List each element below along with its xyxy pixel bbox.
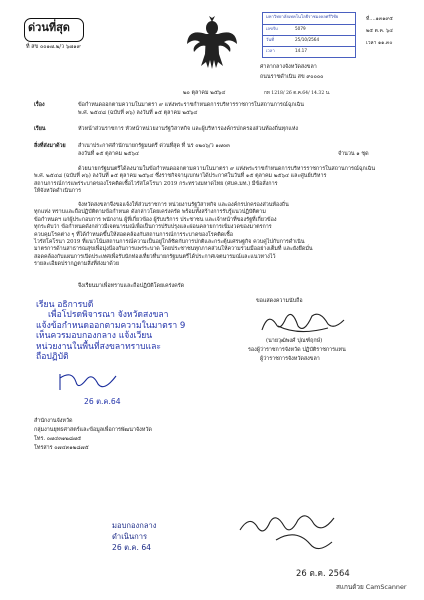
para2-line: ทุกแห่ง ทราบและถือปฏิบัติตามข้อกำหนด ดังกล่าวโดยเคร่งครัด พร้อมทั้งสร้างการรับรู้แนวปฏิบัติตาม [34, 209, 266, 216]
stamp-row3-value: 14.17 [295, 48, 307, 53]
stamp-row-1 [263, 24, 355, 31]
footer-unit: กลุ่มงานยุทธศาสตร์และข้อมูลเพื่อการพัฒนาจังหวัด [34, 427, 152, 433]
para2-line: มาตรการด้านสาธารณสุขเพื่อมุ่งป้องกันการแพร่ระบาด โดยประชาชนทุกภาคส่วนให้ความร่วมมืออย่างเต็มที่ และยังยึดมั่น [34, 246, 313, 253]
subject-label: เรื่อง [34, 102, 45, 108]
closing-line: จึงเรียนมาเพื่อทราบและถือปฏิบัติโดยเคร่งครัด [78, 283, 185, 289]
note-line: เพื่อโปรดพิจารณา จังหวัดสงขลา [48, 310, 169, 321]
footer-phone: โทร. ๐๗๔๓๑๒๘๗๕ [34, 436, 82, 442]
para2-line: รายละเอียดปรากฏตามสิ่งที่ส่งมาด้วย [34, 261, 119, 268]
doc-date: ๒๐ ตุลาคม ๒๕๖๔ [183, 90, 226, 96]
para1-line: สถานการณ์การแพร่ระบาดของโรคติดเชื้อไวรัสโคโรนา 2019 กระทรวงมหาดไทย (ศบค.มท.) มีข้อสั่งการ [34, 180, 278, 187]
receipt-stamp [262, 12, 356, 58]
handwritten-date-2: 26 ต.ค. 2564 [296, 568, 350, 578]
stamp-row2-label: วันที่ [266, 37, 274, 42]
bottom-left-note [112, 520, 156, 553]
signatory-name: (นายวุฒิพงศ์ ปุณฑ์ฤกษ์) [266, 338, 323, 344]
closing: ขอแสดงความนับถือ [256, 298, 303, 304]
stamp-row-3 [263, 46, 355, 53]
to-text: หัวหน้าส่วนราชการ หัวหน้าหน่วยงานรัฐวิสาหกิจ และผู้บริหารองค์กรปกครองส่วนท้องถิ่นทุกแห่ง [78, 126, 299, 132]
sender-office: ศาลากลางจังหวัดสงขลา [260, 64, 317, 70]
bottom-note-date: 26 ต.ค. 64 [112, 543, 151, 552]
signatory-title-1: รองผู้ว่าราชการจังหวัด ปฏิบัติราชการแทน [248, 347, 346, 353]
note-line: เรียน อธิการบดี [36, 300, 94, 310]
para2-line: ไวรัสโคโรนา 2019 ที่แนวโน้มสถานการณ์ความเป็นอยู่ใกล้ชิดกับการปกติและกระตุ้นเศรษฐกิจ ควบคู่ไปกับการดำเนิน [34, 239, 305, 246]
para1-line: ให้จังหวัดดำเนินการ [34, 188, 81, 195]
para2-line: ข้อกำหนดฯ แก่ผู้ประกอบการ พนักงาน ผู้ที่เกี่ยวข้อง ผู้รับบริการ ประชาชน และเจ้าหน้าที่ของรัฐที่เกี่ยวข้อง [34, 216, 277, 223]
note-line: เห็นควรมอบกองกลาง แจ้งเวียน [36, 331, 153, 342]
top-right-note-3: เวลา ๑๑.๓๐ [366, 40, 393, 46]
top-right-note-1: ที่....๑๓๑๙๕ [366, 16, 393, 22]
doc-number: ที่ สข ๐๐๑๗.๒/ว ๖๗๑๙ [26, 44, 81, 50]
urgent-label: ด่วนที่สุด [28, 21, 70, 34]
paragraph-1 [34, 166, 390, 196]
stamp-row1-label: เลขรับ [266, 26, 278, 31]
enclosure-line-2: ลงวันที่ ๑๕ ตุลาคม ๒๕๖๔ [78, 151, 139, 157]
handwritten-note [36, 300, 185, 362]
para1-line: พ.ศ. ๒๕๔๘ (ฉบับที่ ๓๖) ลงวันที่ ๑๕ ตุลาคม ๒๕๖๔ ซึ่งราชกิจจานุเบกษาได้ประกาศในวันที่ ๑๕ ตุลาคม ๒๕๖๔ และศูนย์บริหาร [34, 173, 327, 180]
stamp-row1-value: 5079 [295, 26, 306, 31]
note-line: แจ้งข้อกำหนดออกตามความในมาตรา 9 [36, 320, 186, 331]
sender-address: ถนนราชดำเนิน สข ๙๐๐๐๐ [260, 74, 324, 80]
subject-line-1: ข้อกำหนดออกตามความในมาตรา ๙ แห่งพระราชกำหนดการบริหารราชการในสถานการณ์ฉุกเฉิน [78, 102, 304, 108]
handwritten-signature-right [236, 500, 356, 564]
handwritten-date-1: 26 ต.ค.64 [84, 397, 121, 406]
paragraph-2 [34, 202, 390, 269]
bottom-note-line: มอบกองกลาง [112, 521, 157, 530]
note-line: ถือปฏิบัติ [36, 352, 69, 363]
footer-fax: โทรสาร ๐๗๔๓๑๒๘๗๕ [34, 445, 89, 451]
top-right-note-2: ๒๕ ต.ค. ๖๔ [366, 28, 393, 34]
official-signature [258, 306, 348, 338]
handwritten-signature-left [56, 368, 120, 394]
stamp-org: มหาวิทยาลัยเทคโนโลยีราชมงคลศรีวิชัย [266, 14, 339, 19]
stamp-row2-value: 25/10/2564 [295, 37, 320, 42]
bottom-note-line: ดำเนินการ [112, 532, 148, 541]
para2-line: ทุกระดับว่า ข้อกำหนดดังกล่าวมีเจตนารมณ์เพื่อเป็นการปรับปรุงและผ่อนคลายการเข้มงวดของมาตรการ [34, 224, 272, 231]
subject-line-2: พ.ศ. ๒๕๔๘ (ฉบับที่ ๓๖) ลงวันที่ ๑๕ ตุลาคม ๒๕๖๔ [78, 110, 198, 116]
para2-line: จังหวัดสงขลาจึงขอแจ้งให้ส่วนราชการ หน่วยงานรัฐวิสาหกิจ และองค์กรปกครองส่วนท้องถิ่น [78, 202, 289, 208]
enclosure-count: จำนวน ๑ ชุด [338, 151, 369, 157]
footer-office: สำนักงานจังหวัด [34, 418, 73, 424]
para2-line: ควบคุมโรคต่าง ๆ ที่ได้กำหนดขึ้นให้สอดคล้องกับสถานการณ์การระบาดของโรคติดเชื้อ [34, 231, 234, 238]
stamp-row3-label: เวลา [266, 48, 275, 53]
para1-line: ด้วยนายกรัฐมนตรีได้ลงนามในข้อกำหนดออกตามความในมาตรา ๙ แห่งพระราชกำหนดการบริหารราชการในสถานการณ์ฉุกเฉิน [78, 166, 376, 172]
enclosure-line-1: สำเนาประกาศสำนักนายกรัฐมนตรี ด่วนที่สุด ที่ นร ๐๒๐๖/ว ๑๗๐๓ [78, 143, 230, 149]
garuda-emblem [186, 14, 238, 70]
signatory-title-2: ผู้ว่าราชการจังหวัดสงขลา [260, 356, 320, 362]
note-line: หน่วยงานในพื้นที่สงขลาทราบและ [36, 341, 161, 352]
enclosure-label: สิ่งที่ส่งมาด้วย [34, 143, 66, 149]
to-label: เรียน [34, 126, 46, 132]
side-label: กท 1218/ 26 ต.ค.64/ 14.32 น. [264, 91, 331, 96]
scanner-watermark: สแกนด้วย CamScanner [336, 583, 407, 591]
para2-line: สอดคล้องกับแผนการเปิดประเทศเพื่อรับนักท่องเที่ยวที่นายกรัฐมนตรีได้ประกาศเจตนารมณ์และแนวทางไว้ [34, 253, 276, 260]
stamp-row-2 [263, 35, 355, 42]
